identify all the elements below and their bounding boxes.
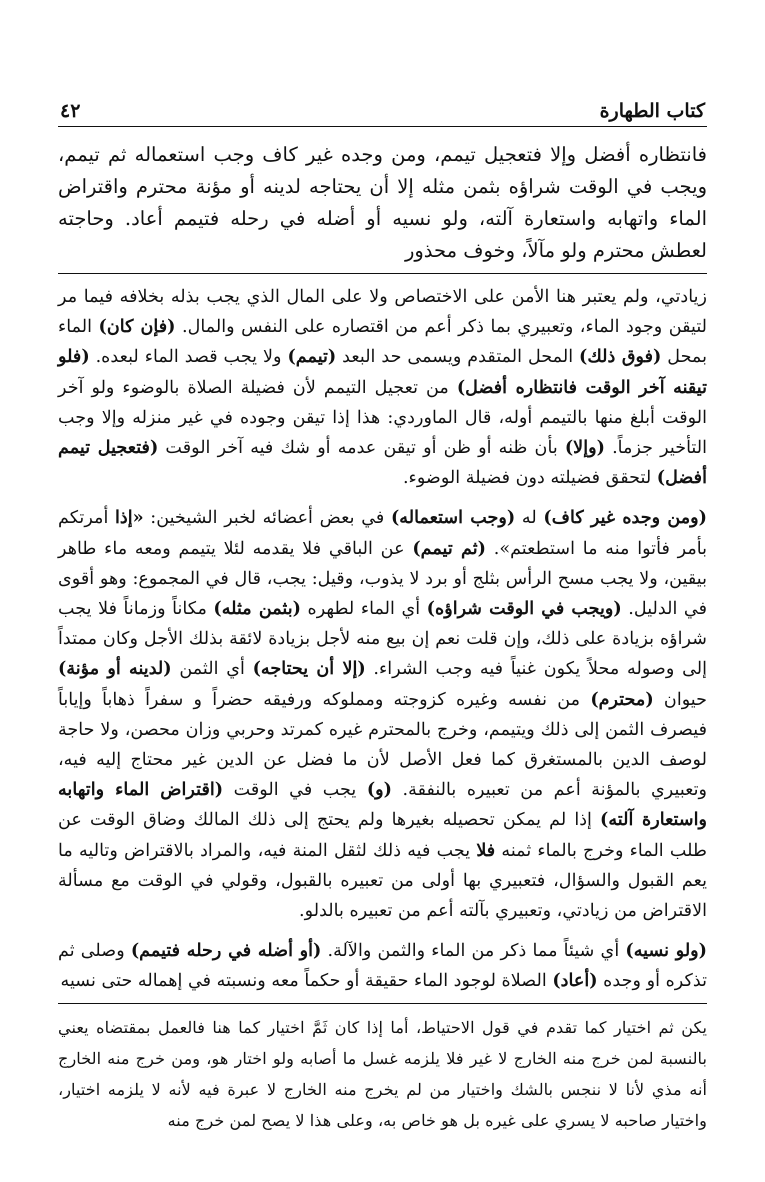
quoted-base-text: (وإلا) — [564, 437, 605, 459]
quoted-base-text: (تيمم) — [287, 346, 337, 368]
commentary-paragraph — [58, 282, 707, 493]
quoted-base-text: (محترم) — [590, 688, 654, 710]
commentary-text: من تعجيل التيمم لأن فضيلة الصلاة بالوضوء ولو آخر الوقت أبلغ منها بالتيمم أوله، قال الماوردي: هذا إذا تيقن وجوده في غير منزله وإلا وجب التأخير جزماً. — [58, 377, 707, 459]
quoted-base-text: (إلا أن يحتاجه) — [252, 658, 366, 680]
commentary-text: الصلاة لوجود الماء حقيقة أو حكماً معه ونسبته في إهماله حتى نسيه — [60, 971, 553, 992]
quoted-base-text: (بثمن مثله) — [213, 598, 301, 620]
quoted-base-text: (اقتراض الماء واتهابه واستعارة آلته) — [58, 779, 707, 831]
main-commentary-divider — [58, 273, 707, 274]
main-text-paragraph: فانتظاره أفضل وإلا فتعجيل تيمم، ومن وجده غير كاف وجب استعماله ثم تيمم، ويجب في الوقت شراؤه بثمن مثله إلا أن يحتاجه لدينه أو مؤنة محترم واقتراض الماء واتهابه واستعارة آلته، ولو نسيه أو أضله في رحله فتيمم أعاد. وحاجته لعطش محترم ولو مآلاً، وخوف محذور — [58, 143, 707, 262]
commentary — [58, 282, 707, 997]
page-header — [58, 92, 707, 127]
commentary-text: أي شيئاً مما ذكر من الماء والثمن والآلة. — [321, 941, 626, 962]
quoted-base-text: (وجب استعماله) — [390, 507, 516, 529]
commentary-text: زيادتي، ولم يعتبر هنا الأمن على الاختصاص ولا على المال الذي يجب بذله بخلافه فيما مر لتيقن وجود الماء، وتعبيري بما ذكر أعم من اقتصاره على النفس والمال. — [58, 287, 707, 338]
commentary-text: ولا يجب قصد الماء لبعده. — [89, 347, 288, 368]
quoted-base-text: (فإن كان) — [98, 316, 176, 338]
quoted-base-text: (فتعجيل تيمم أفضل) — [58, 437, 707, 489]
quoted-base-text: فلا — [476, 839, 496, 861]
quoted-base-text: (ومن وجده غير كاف) — [543, 507, 707, 529]
commentary-text: مكاناً وزماناً فلا يجب شراؤه بزيادة على ذلك، وإن قلت نعم إن بيع منه لأجل بزيادة لائقة بذلك الأجل وكان ممتداً إلى وصوله محلاً يكون غنياً فيه وجب الشراء. — [58, 599, 707, 680]
commentary-text: يجب في الوقت — [223, 780, 367, 801]
page-number: ٤٢ — [60, 100, 81, 122]
commentary-text: عن الباقي فلا يقدمه لئلا يتيمم ومعه ماء طاهر بيقين، ولا يجب مسح الرأس بثلج أو برد لا يذوب، وقيل: يجب، قال في المجموع: وهو أقوى في الدليل. — [58, 538, 707, 620]
commentary-text: أي الماء لطهره — [300, 599, 427, 620]
running-title: كتاب الطهارة — [599, 100, 705, 122]
quoted-base-text: (ويجب في الوقت شراؤه) — [426, 598, 622, 620]
quoted-base-text: (أعاد) — [552, 970, 598, 992]
commentary-text: يجب فيه ذلك لثقل المنة فيه، والمراد بالاقتراض وتاليه ما يعم القبول والسؤال، فتعبيري بها أولى من تعبيره بالقبول، وقولي في الوقت مع مسألة الاقتراض من زيادتي، وتعبيري بآلته أعم من تعبيره بالدلو. — [58, 840, 707, 922]
commentary-footnote-divider — [58, 1003, 707, 1004]
commentary-text: له — [515, 508, 544, 529]
commentary-text: أمرتكم بأمر فأتوا منه ما استطعتم». — [58, 508, 708, 559]
quoted-base-text: «إذا — [115, 507, 144, 529]
commentary-text: في بعض أعضائه لخبر الشيخين: — [143, 508, 391, 529]
commentary-text: أي الثمن — [171, 659, 253, 680]
commentary-text: من نفسه وغيره كزوجته ومملوكه ورفيقه حضراً و سفراً ذهاباً وإياباً فيصرف الثمن إلى ذلك ويتيمم، وخرج بالمحترم غيره كمرتد وحربي وزان محصن، ولا حاجة لوصف الدين بالمستغرق كما فعل الأصل لأن ما فضل عن الدين غير محتاج إليه فيه، وتعبيري بالمؤنة أعم من تعبيره بالنفقة. — [58, 689, 708, 801]
marginal-note — [58, 1012, 707, 1136]
quoted-base-text: (أو أضله في رحله فتيمم) — [130, 940, 322, 962]
commentary-text: وصلى ثم تذكره أو وجده — [58, 941, 707, 992]
main-text — [58, 139, 707, 267]
commentary-text: إذا لم يمكن تحصيله بغيرها ولم يحتج إلى ذلك المالك وضاق الوقت عن طلب الماء وخرج بالماء ثمنه — [58, 810, 707, 861]
quoted-base-text: (فلو تيقنه آخر الوقت فانتظاره أفضل) — [58, 346, 708, 398]
commentary-text: حيوان — [653, 689, 707, 710]
quoted-base-text: (فوق ذلك) — [579, 346, 662, 368]
commentary-text: المحل المتقدم ويسمى حد البعد — [336, 347, 580, 368]
commentary-text: الماء بمحل — [58, 317, 707, 368]
commentary-text: لتحقق فضيلته دون فضيلة الوضوء. — [402, 468, 657, 489]
quoted-base-text: (ولو نسيه) — [625, 940, 707, 962]
commentary-paragraph — [58, 936, 707, 996]
quoted-base-text: (ثم تيمم) — [412, 537, 486, 559]
quoted-base-text: (لدينه أو مؤنة) — [58, 658, 172, 680]
commentary-paragraph — [58, 503, 707, 926]
quoted-base-text: (و) — [366, 779, 393, 801]
marginal-note-paragraph: يكن ثم اختيار كما تقدم في قول الاحتياط، أما إذا كان ثَمَّ اختيار كما هنا فالعمل بمقتضاه يعني بالنسبة لمن خرج منه الخارج لا غير فلا يلزمه غسل ما أصابه ولو اختار هو، ومن خرج منه الخارج أنه مذي لأنا لا ننجس بالشك واختيار من لم يخرج منه الخارج لا عبرة فيه لأنه لا يلزمه اختيار، واختيار صاحبه لا يسري على غيره بل هو خاص به، وعلى هذا لا يصح لمن خرج منه — [58, 1017, 707, 1130]
commentary-text: بأن ظنه أو ظن أو تيقن عدمه أو شك فيه آخر الوقت — [158, 438, 565, 459]
